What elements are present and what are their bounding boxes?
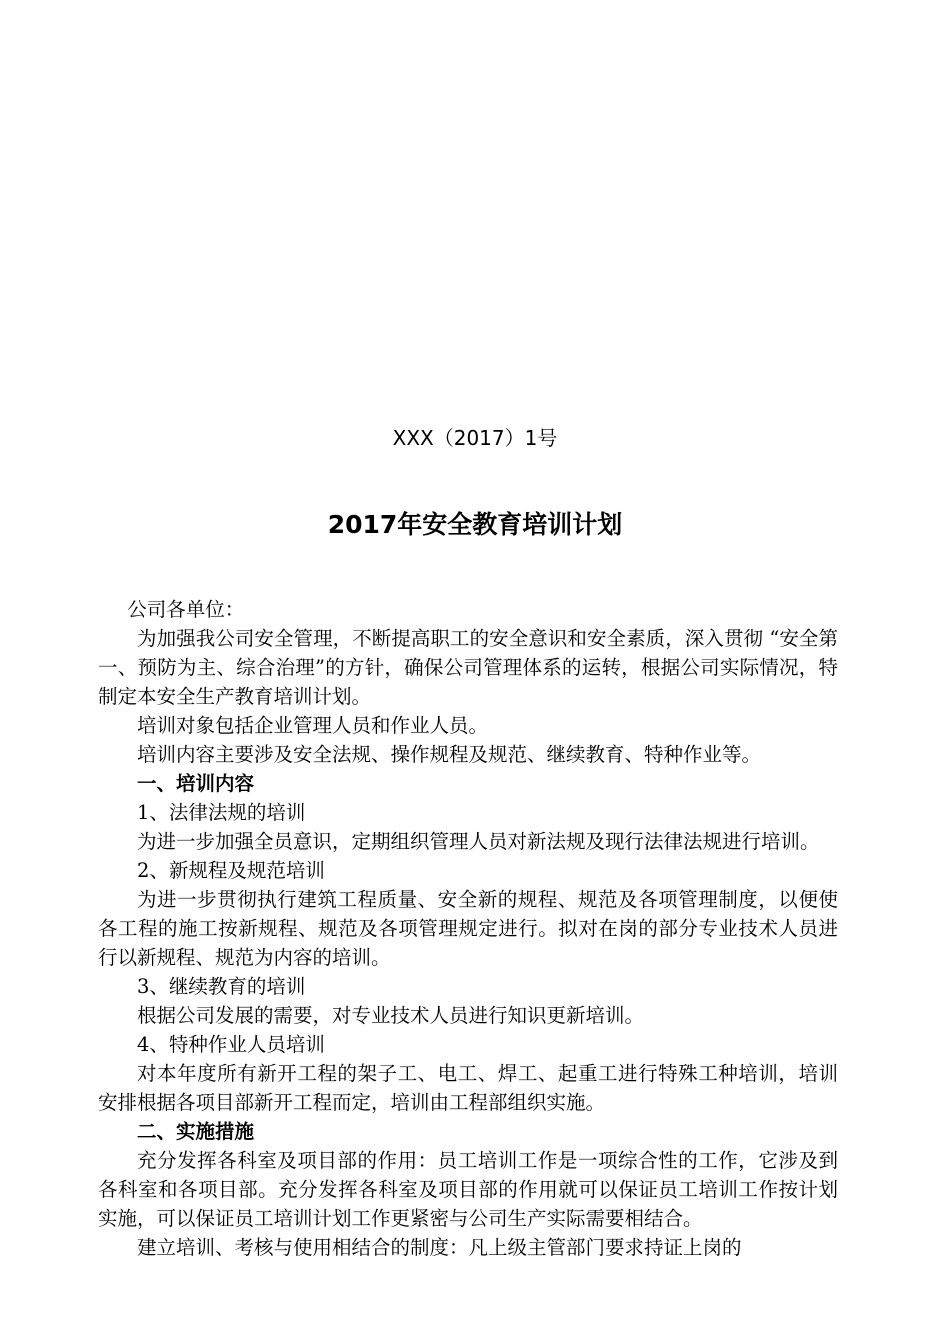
- document-title: 2017年安全教育培训计划: [327, 510, 623, 539]
- section-heading-implementation: 二、实施措施: [137, 1120, 255, 1143]
- subheading-special-operations-training: 4、特种作业人员培训: [137, 1033, 325, 1056]
- implementation-paragraph-2: 建立培训、考核与使用相结合的制度：凡上级主管部门要求持证上岗的: [137, 1236, 742, 1259]
- subheading-laws-training: 1、法律法规的培训: [137, 801, 306, 824]
- subheading-new-regulations-training: 2、新规程及规范培训: [137, 859, 325, 882]
- new-regulations-paragraph: 为进一步贯彻执行建筑工程质量、安全新的规程、规范及各项管理制度，以便使各工程的施工按新规程、规范及各项管理规定进行。拟对在岗的部分专业技术人员进行以新规程、规范为内容的培训。: [98, 888, 838, 969]
- training-target-paragraph: 培训对象包括企业管理人员和作业人员。: [137, 714, 489, 737]
- implementation-paragraph-1: 充分发挥各科室及项目部的作用：员工培训工作是一项综合性的工作，它涉及到各科室和各项目部。充分发挥各科室及项目部的作用就可以保证员工培训工作按计划实施，可以保证员工培训计划工作更紧密与公司生产实际需要相结合。: [98, 1149, 838, 1230]
- subheading-continuing-education: 3、继续教育的培训: [137, 975, 306, 998]
- section-heading-training-content: 一、培训内容: [137, 772, 255, 795]
- document-body: [98, 595, 838, 1262]
- laws-training-paragraph: 为进一步加强全员意识，定期组织管理人员对新法规及现行法律法规进行培训。: [137, 830, 820, 853]
- salutation: 公司各单位：: [127, 598, 245, 621]
- document-number: XXX（2017）1号: [392, 426, 558, 450]
- training-scope-paragraph: 培训内容主要涉及安全法规、操作规程及规范、继续教育、特种作业等。: [137, 743, 762, 766]
- intro-paragraph: 为加强我公司安全管理，不断提高职工的安全意识和安全素质，深入贯彻 “安全第一、预防为主、综合治理”的方针，确保公司管理体系的运转，根据公司实际情况，特制定本安全生产教育培训计划。: [98, 627, 838, 708]
- continuing-education-paragraph: 根据公司发展的需要，对专业技术人员进行知识更新培训。: [137, 1004, 645, 1027]
- special-operations-paragraph: 对本年度所有新开工程的架子工、电工、焊工、起重工进行特殊工种培训，培训安排根据各项目部新开工程而定，培训由工程部组织实施。: [98, 1062, 838, 1114]
